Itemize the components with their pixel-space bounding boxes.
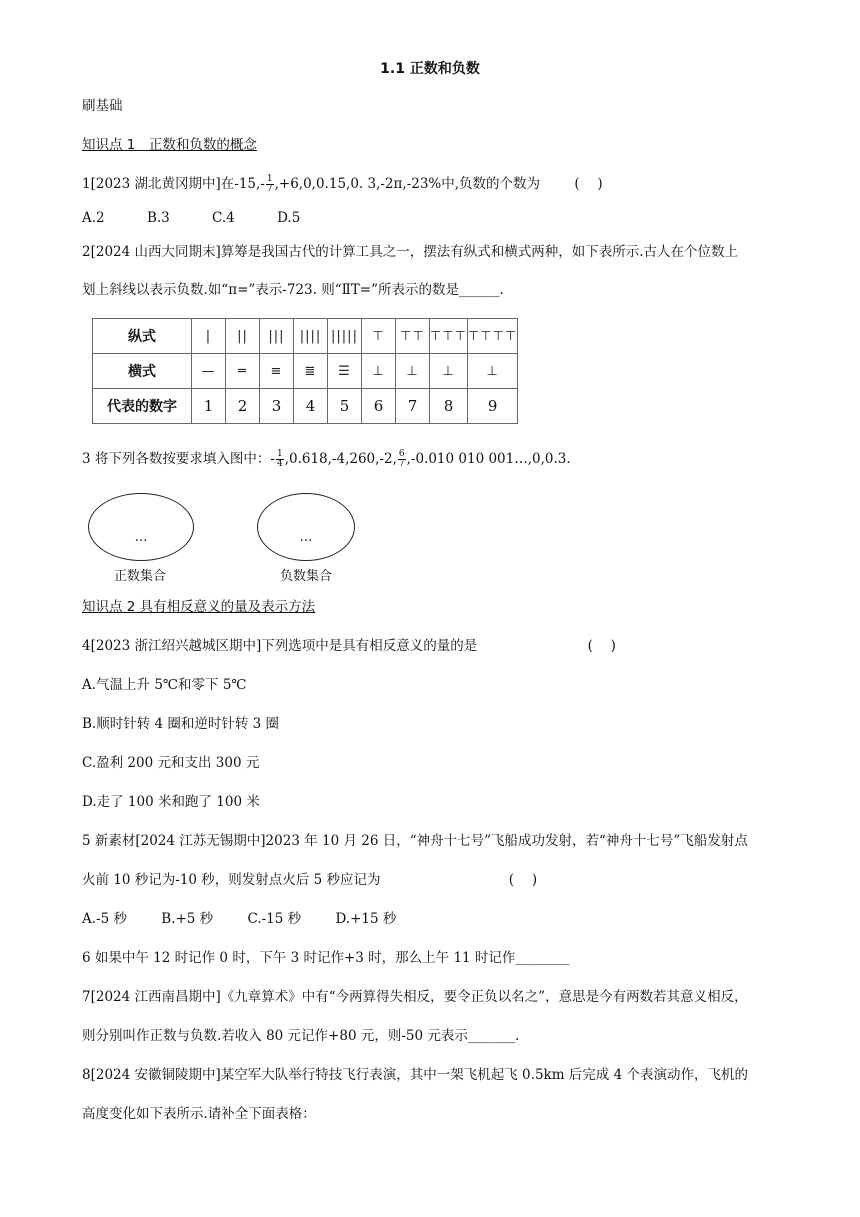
table-cell: | (192, 319, 226, 354)
q4-option-d: D.走了 100 米和跑了 100 米 (82, 794, 260, 810)
q1-prefix: 1[2023 湖北黄冈期中]在-15,- (82, 176, 265, 192)
table-cell: 4 (294, 389, 328, 424)
table-row (93, 319, 518, 354)
q1-option-b: B.3 (146, 210, 170, 226)
table-cell: ═ (226, 354, 260, 389)
table-cell: ||||| (328, 319, 362, 354)
negative-set-label: 负数集合 (279, 569, 332, 584)
q1-option-a: A.2 (82, 210, 105, 226)
question-4 (82, 636, 616, 656)
q5-option-b: B.+5 秒 (161, 911, 214, 927)
q4-option-a: A.气温上升 5℃和零下 5℃ (82, 677, 247, 693)
table-cell: 9 (467, 389, 517, 424)
q1-fraction: $\frac{1}{7}$ (266, 174, 273, 194)
table-cell: ⊥ (362, 354, 396, 389)
q4-stem: 4[2023 浙江绍兴越城区期中]下列选项中是具有相反意义的量的是 (82, 638, 478, 654)
table-cell: 1 (192, 389, 226, 424)
q3-prefix: 3 将下列各数按要求填入图中：- (82, 451, 275, 467)
q5-options (82, 909, 426, 929)
page-title: 1.1 正数和负数 (380, 61, 480, 77)
row-head: 横式 (93, 354, 192, 389)
table-cell: ⊤ (362, 319, 396, 354)
section-label: 刷基础 (82, 98, 123, 114)
knowledge-point-2: 知识点 2 具有相反意义的量及表示方法 (82, 599, 316, 615)
q4-option-b: B.顺时针转 4 圈和逆时针转 3 圈 (82, 716, 280, 732)
q2-line-2: 划上斜线以表示负数.如“π=”表示-723. 则“ⅡT=”所表示的数是______. (82, 282, 504, 298)
table-cell: ☰ (328, 354, 362, 389)
q8-line-2: 高度变化如下表所示.请补全下面表格： (82, 1106, 316, 1122)
positive-set-label: 正数集合 (113, 569, 166, 584)
q3-suffix: ,-0.010 010 001…,0,0.3. (406, 451, 571, 467)
table-cell: ⊤⊤⊤ (430, 319, 468, 354)
positive-set-ellipse (88, 493, 194, 561)
negative-set-dots: … (299, 530, 313, 545)
table-cell: ⊤⊤ (396, 319, 430, 354)
table-cell: |||| (294, 319, 328, 354)
table-cell: ≣ (294, 354, 328, 389)
table-row (93, 389, 518, 424)
q4-answer-paren: ( ) (587, 638, 616, 654)
q8-line-1: 8[2024 安徽铜陵期中]某空军大队举行特技飞行表演，其中一架飞机起飞 0.5km 后完成 4 个表演动作，飞机的 (82, 1067, 748, 1083)
table-cell: ||| (260, 319, 294, 354)
counting-rods-table (92, 318, 518, 424)
table-cell: ⊤⊤⊤⊤ (467, 319, 517, 354)
q5-line-2 (82, 870, 537, 890)
row-head: 纵式 (93, 319, 192, 354)
q3-middle: ,0.618,-4,260,-2, (284, 451, 397, 467)
q5-answer-paren: ( ) (508, 872, 538, 888)
table-cell: ⊥ (467, 354, 517, 389)
table-cell: || (226, 319, 260, 354)
table-cell: ≡ (260, 354, 294, 389)
question-3 (82, 449, 571, 469)
positive-set-dots: … (134, 530, 148, 545)
question-1 (82, 174, 603, 194)
q5-option-c: C.-15 秒 (247, 911, 302, 927)
q7-line-1: 7[2024 江西南昌期中]《九章算术》中有“今两算得失相反，要令正负以名之”，意思是今有两数若其意义相反， (82, 989, 748, 1005)
question-6: 6 如果中午 12 时记作 0 时，下午 3 时记作+3 时，那么上午 11 时记作________ (82, 950, 570, 966)
table-cell: 5 (328, 389, 362, 424)
q5-option-a: A.-5 秒 (82, 911, 127, 927)
q1-answer-paren: ( ) (574, 176, 603, 192)
table-row (93, 354, 518, 389)
q1-options (82, 208, 338, 228)
q3-fraction-1: $\frac{1}{4}$ (276, 449, 283, 469)
table-cell: ⊥ (430, 354, 468, 389)
q5-option-d: D.+15 秒 (335, 911, 397, 927)
table-cell: 8 (430, 389, 468, 424)
q2-line-1: 2[2024 山西大同期末]算筹是我国古代的计算工具之一，摆法有纵式和横式两种，如下表所示.古人在个位数上 (82, 244, 739, 260)
row-head: 代表的数字 (93, 389, 192, 424)
table-cell: — (192, 354, 226, 389)
knowledge-point-1: 知识点 1 正数和负数的概念 (82, 137, 257, 153)
q1-option-d: D.5 (277, 210, 301, 226)
table-cell: 2 (226, 389, 260, 424)
table-cell: 7 (396, 389, 430, 424)
q5-line-1: 5 新素材[2024 江苏无锡期中]2023 年 10 月 26 日，“神舟十七号”飞船成功发射，若“神舟十七号”飞船发射点 (82, 833, 748, 849)
table-cell: 6 (362, 389, 396, 424)
negative-set-ellipse (257, 493, 355, 561)
q5-stem: 火前 10 秒记为-10 秒，则发射点火后 5 秒应记为 (82, 872, 381, 888)
q1-suffix: ,+6,0,0.15,0. 3,-2π,-23%中,负数的个数为 (274, 176, 541, 192)
q1-option-c: C.4 (212, 210, 235, 226)
q4-option-c: C.盈利 200 元和支出 300 元 (82, 755, 260, 771)
q7-line-2: 则分别叫作正数与负数.若收入 80 元记作+80 元，则-50 元表示_______. (82, 1028, 520, 1044)
table-cell: ⊥ (396, 354, 430, 389)
q3-fraction-2: $\frac{6}{7}$ (398, 449, 405, 469)
table-cell: 3 (260, 389, 294, 424)
